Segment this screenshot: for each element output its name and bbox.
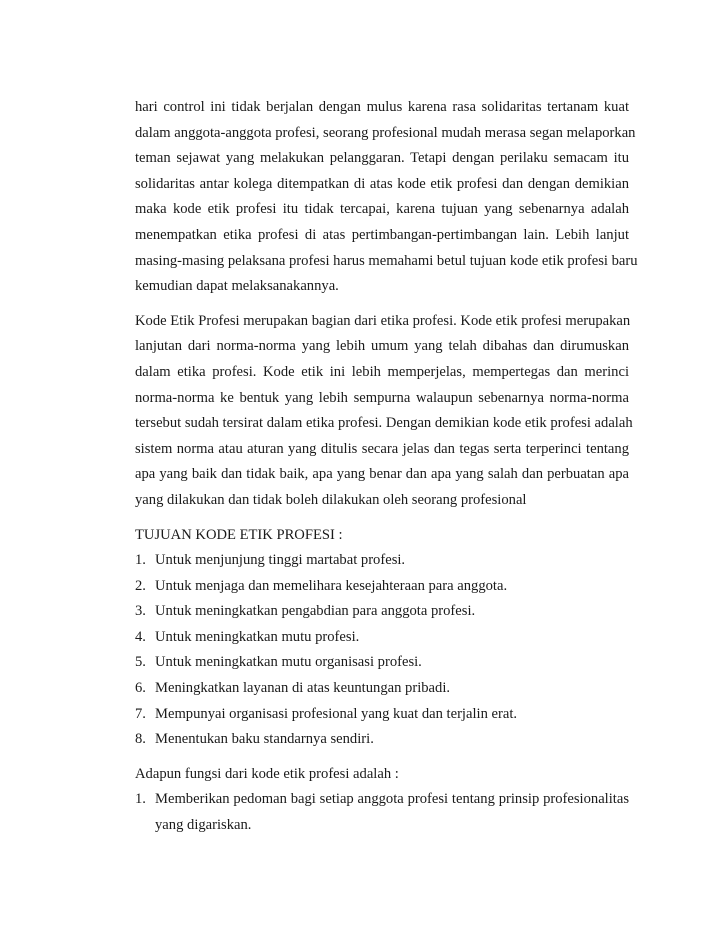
tujuan-list <box>135 548 629 753</box>
text-line: maka kode etik profesi itu tidak tercapai, karena tujuan yang sebenarnya adalah <box>135 201 629 218</box>
list-number: 7. <box>135 705 146 722</box>
list-item-text: Menentukan baku standarnya sendiri. <box>155 731 374 748</box>
text-line: sistem norma atau aturan yang ditulis secara jelas dan tegas serta terperinci tentang <box>135 440 629 457</box>
text-line: dalam etika profesi. Kode etik ini lebih memperjelas, mempertegas dan merinci <box>135 363 629 380</box>
text-line: Kode Etik Profesi merupakan bagian dari etika profesi. Kode etik profesi merupakan <box>135 312 631 329</box>
text-line: apa yang baik dan tidak baik, apa yang benar dan apa yang salah dan perbuatan apa <box>135 466 629 483</box>
list-item <box>135 574 629 600</box>
list-item <box>135 727 629 753</box>
text-line: dalam anggota-anggota profesi, seorang profesional mudah merasa segan melaporkan <box>135 124 636 141</box>
section-heading-tujuan: TUJUAN KODE ETIK PROFESI : <box>135 526 343 543</box>
list-number: 1. <box>135 552 146 569</box>
list-item-text: Mempunyai organisasi profesional yang kuat dan terjalin erat. <box>155 705 518 722</box>
list-number: 1. <box>135 791 146 808</box>
section-fungsi <box>135 762 629 839</box>
list-number: 6. <box>135 680 146 697</box>
paragraph-kode-etik <box>135 309 633 514</box>
document-page <box>135 95 638 839</box>
list-item-text: Untuk meningkatkan mutu profesi. <box>155 628 360 645</box>
list-number: 5. <box>135 654 146 671</box>
list-number: 3. <box>135 603 146 620</box>
list-item <box>135 599 629 625</box>
list-item-text: Untuk meningkatkan pengabdian para anggota profesi. <box>155 603 476 620</box>
list-item-text: Untuk menjunjung tinggi martabat profesi. <box>155 552 406 569</box>
text-line: tersebut sudah tersirat dalam etika profesi. Dengan demikian kode etik profesi adalah <box>135 415 633 432</box>
list-item <box>135 702 629 728</box>
paragraph-gap <box>135 300 629 309</box>
fungsi-list <box>135 787 629 838</box>
text-line: yang dilakukan dan tidak boleh dilakukan oleh seorang profesional <box>135 491 527 508</box>
text-line: kemudian dapat melaksanakannya. <box>135 278 339 295</box>
list-item-text: Untuk meningkatkan mutu organisasi profesi. <box>155 654 422 671</box>
paragraph-solidaritas <box>135 95 638 300</box>
list-item <box>135 787 629 838</box>
list-number: 4. <box>135 628 146 645</box>
text-line: lanjutan dari norma-norma yang lebih umum yang telah dibahas dan dirumuskan <box>135 338 629 355</box>
text-line: norma-norma ke bentuk yang lebih sempurna walaupun sebenarnya norma-norma <box>135 389 629 406</box>
paragraph-gap <box>135 514 629 523</box>
list-item <box>135 625 629 651</box>
list-item <box>135 548 629 574</box>
list-item-text: Memberikan pedoman bagi setiap anggota profesi tentang prinsip profesionalitas <box>155 791 629 808</box>
text-line: teman sejawat yang melakukan pelanggaran. Tetapi dengan perilaku semacam itu <box>135 150 629 167</box>
list-item-text: Untuk menjaga dan memelihara kesejahteraan para anggota. <box>155 577 508 594</box>
list-number: 2. <box>135 577 146 594</box>
list-number: 8. <box>135 731 146 748</box>
text-line: masing-masing pelaksana profesi harus memahami betul tujuan kode etik profesi baru <box>135 252 638 269</box>
list-item <box>135 676 629 702</box>
text-line: solidaritas antar kolega ditempatkan di atas kode etik profesi dan dengan demikian <box>135 175 629 192</box>
list-item <box>135 650 629 676</box>
text-line: hari control ini tidak berjalan dengan mulus karena rasa solidaritas tertanam kuat <box>135 99 629 115</box>
text-line: menempatkan etika profesi di atas pertimbangan-pertimbangan lain. Lebih lanjut <box>135 226 629 243</box>
section-heading-fungsi: Adapun fungsi dari kode etik profesi adalah : <box>135 765 399 782</box>
section-tujuan <box>135 523 629 753</box>
list-item-text: Meningkatkan layanan di atas keuntungan pribadi. <box>155 680 451 697</box>
paragraph-gap <box>135 753 629 762</box>
list-item-text-continued: yang digariskan. <box>155 817 252 834</box>
